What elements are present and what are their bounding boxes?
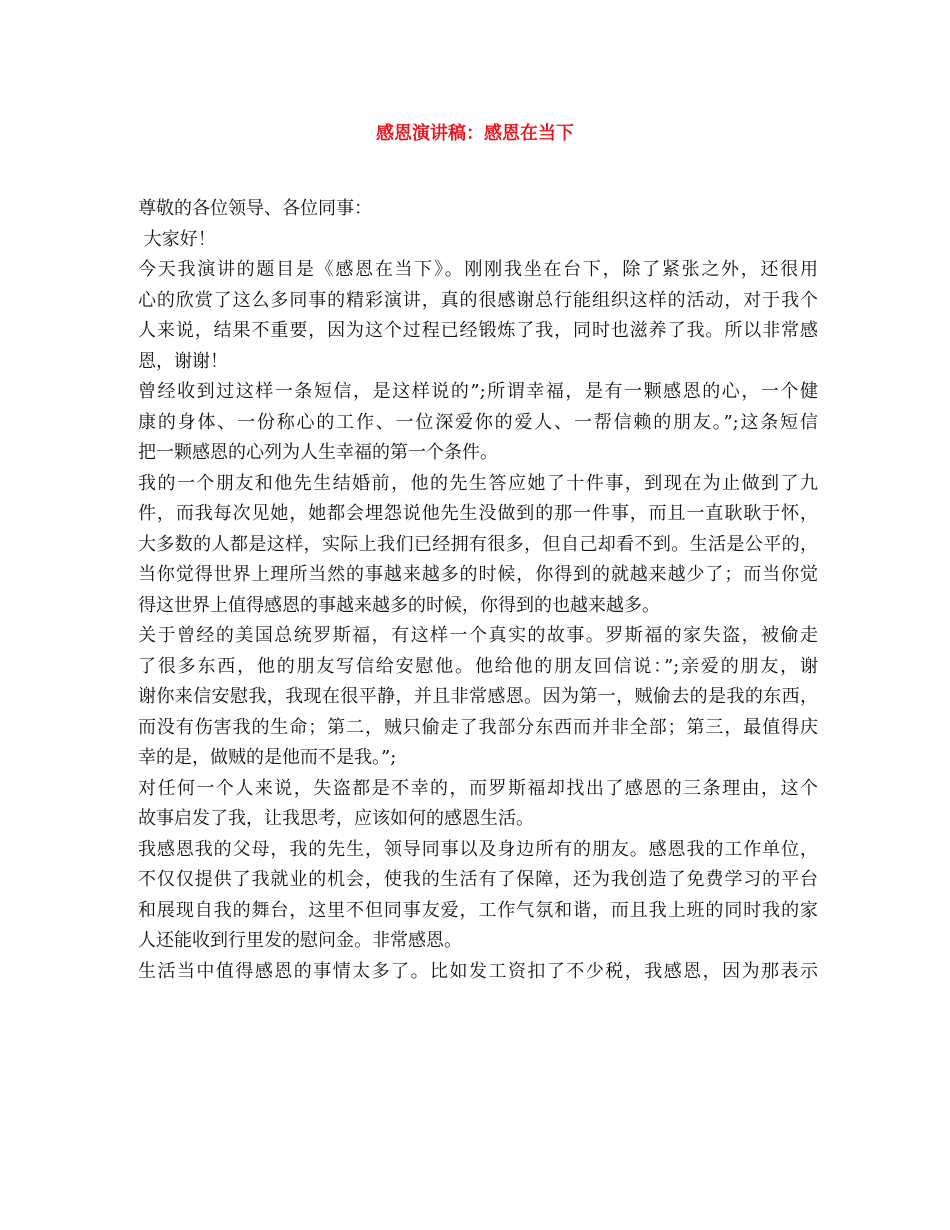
text-line: 得这世界上值得感恩的事越来越多的时候，你得到的也越来越多。 [138, 594, 660, 616]
text-line: 恩，谢谢！ [138, 350, 228, 372]
text-line: 了很多东西，他的朋友写信给安慰他。他给他的朋友回信说：”;亲爱的朋友，谢 [138, 655, 818, 677]
text-line: 幸的是，做贼的是他而不是我。”; [138, 747, 397, 768]
text-line: 关于曾经的美国总统罗斯福，有这样一个真实的故事。罗斯福的家失盗，被偷走 [138, 625, 818, 646]
text-line: 大家好！ [138, 228, 216, 250]
text-line: 和展现自我的舞台，这里不但同事友爱，工作气氛和谐，而且我上班的同时我的家 [138, 899, 818, 921]
document-title: 感恩演讲稿：感恩在当下 [376, 123, 574, 144]
text-line: 当你觉得世界上理所当然的事越来越多的时候，你得到的就越来越少了；而当你觉 [138, 564, 818, 585]
text-line: 尊敬的各位领导、各位同事： [138, 198, 372, 219]
text-line: 对任何一个人来说，失盗都是不幸的，而罗斯福却找出了感恩的三条理由，这个 [138, 777, 818, 799]
text-line: 今天我演讲的题目是《感恩在当下》。刚刚我坐在台下，除了紧张之外，还很用 [138, 259, 818, 280]
text-line: 心的欣赏了这么多同事的精彩演讲，真的很感谢总行能组织这样的活动，对于我个 [138, 289, 818, 311]
text-line: 把一颗感恩的心列为人生幸福的第一个条件。 [138, 442, 498, 463]
text-line: 不仅仅提供了我就业的机会，使我的生活有了保障，还为我创造了免费学习的平台 [138, 869, 818, 890]
text-line: 而没有伤害我的生命；第二，贼只偷走了我部分东西而并非全部；第三，最值得庆 [138, 716, 818, 738]
text-line: 曾经收到过这样一条短信，是这样说的”;所谓幸福，是有一颗感恩的心，一个健 [138, 381, 818, 402]
text-line: 康的身体、一份称心的工作、一位深爱你的爱人、一帮信赖的朋友。”;这条短信 [138, 411, 818, 433]
text-line: 人来说，结果不重要，因为这个过程已经锻炼了我，同时也滋养了我。所以非常感 [138, 320, 818, 341]
text-line: 我的一个朋友和他先生结婚前，他的先生答应她了十件事，到现在为止做到了九 [138, 472, 818, 494]
text-line: 生活当中值得感恩的事情太多了。比如发工资扣了不少税，我感恩，因为那表示 [138, 960, 818, 982]
text-line: 件，而我每次见她，她都会埋怨说他先生没做到的那一件事，而且一直耿耿于怀， [138, 503, 818, 524]
document-body [138, 194, 818, 987]
text-line: 谢你来信安慰我，我现在很平静，并且非常感恩。因为第一，贼偷去的是我的东西， [138, 686, 818, 707]
text-line: 我感恩我的父母，我的先生，领导同事以及身边所有的朋友。感恩我的工作单位， [138, 838, 818, 860]
text-line: 故事启发了我，让我思考，应该如何的感恩生活。 [138, 808, 534, 829]
text-line: 人还能收到行里发的慰问金。非常感恩。 [138, 930, 462, 951]
text-line: 大多数的人都是这样，实际上我们已经拥有很多，但自己却看不到。生活是公平的， [138, 533, 818, 555]
